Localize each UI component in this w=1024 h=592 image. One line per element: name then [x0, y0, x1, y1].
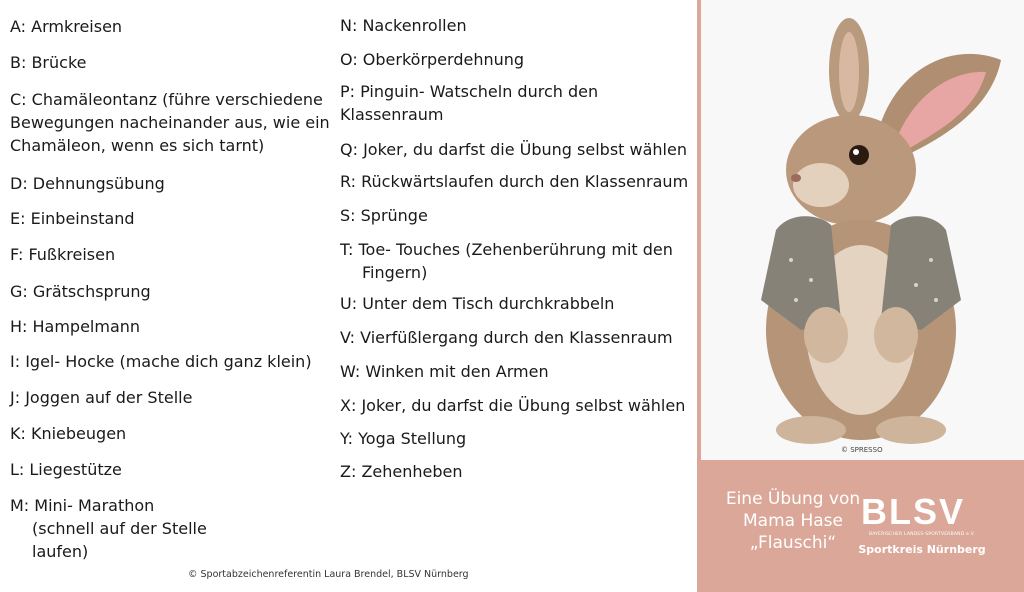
list-item — [10, 315, 140, 338]
list-item-line: T: Toe- Touches (Zehenberührung mit den — [340, 240, 673, 259]
list-item-line: O: Oberkörperdehnung — [340, 50, 525, 69]
panel-title-line: „Flauschi“ — [749, 533, 837, 553]
list-item — [340, 460, 463, 483]
list-item — [340, 48, 524, 71]
list-item — [10, 243, 115, 266]
list-item — [340, 394, 685, 417]
list-item — [10, 386, 192, 409]
logo-mark: BLSV — [861, 491, 966, 532]
list-item — [10, 207, 135, 230]
logo-subtitle: BAYERISCHER LANDES-SPORTVERBAND e.V. — [869, 532, 975, 537]
list-item — [10, 280, 151, 303]
list-item — [10, 494, 207, 563]
list-item-line: Fingern) — [362, 263, 428, 282]
list-item — [340, 80, 598, 126]
rabbit-illustration — [701, 0, 1024, 460]
list-item — [10, 422, 126, 445]
panel-title-line: Eine Übung von — [725, 489, 861, 509]
list-item — [340, 14, 467, 37]
list-item-line: Q: Joker, du darfst die Übung selbst wählen — [340, 140, 687, 159]
list-item-line: V: Vierfüßlergang durch den Klassenraum — [340, 328, 673, 347]
list-item — [340, 292, 614, 315]
list-item-line: B: Brücke — [10, 53, 87, 72]
image-credit: © SPRESSO — [841, 446, 883, 454]
list-item — [340, 238, 673, 284]
list-item-line: Klassenraum — [340, 105, 444, 124]
list-item — [340, 138, 687, 161]
logo-region: Sportkreis Nürnberg — [858, 543, 986, 556]
list-item-line: F: Fußkreisen — [10, 245, 116, 264]
list-item-line: Bewegungen nacheinander aus, wie ein — [10, 113, 330, 132]
list-item — [10, 458, 122, 481]
list-item — [340, 360, 549, 383]
list-item-line: A: Armkreisen — [10, 17, 123, 36]
list-item-line: D: Dehnungsübung — [10, 174, 165, 193]
blsv-logo — [857, 490, 997, 532]
list-item-line: M: Mini- Marathon — [10, 496, 155, 515]
list-item-line: P: Pinguin- Watscheln durch den — [340, 82, 599, 101]
list-item — [10, 350, 312, 373]
list-item — [340, 204, 428, 227]
footer-copyright: © Sportabzeichenreferentin Laura Brendel, BLSV Nürnberg — [188, 569, 469, 580]
panel-title-line: Mama Hase — [743, 511, 843, 531]
list-item — [10, 88, 330, 157]
list-item-line: U: Unter dem Tisch durchkrabbeln — [340, 294, 615, 313]
list-item — [10, 15, 122, 38]
list-item-line: C: Chamäleontanz (führe verschiedene — [10, 90, 323, 109]
list-item-line: I: Igel- Hocke (mache dich ganz klein) — [10, 352, 312, 371]
list-item-line: X: Joker, du darfst die Übung selbst wählen — [340, 396, 686, 415]
list-item-line: J: Joggen auf der Stelle — [10, 388, 193, 407]
list-item — [10, 172, 165, 195]
list-item — [340, 427, 466, 450]
list-item-line: laufen) — [32, 542, 89, 561]
list-item-line: N: Nackenrollen — [340, 16, 467, 35]
list-item-line: Y: Yoga Stellung — [340, 429, 467, 448]
panel-title — [713, 488, 873, 554]
rabbit-icon — [701, 0, 1024, 460]
list-item-line: L: Liegestütze — [10, 460, 122, 479]
list-item-line: R: Rückwärtslaufen durch den Klassenraum — [340, 172, 689, 191]
list-item-line: K: Kniebeugen — [10, 424, 127, 443]
list-item-line: Z: Zehenheben — [340, 462, 463, 481]
list-item-line: (schnell auf der Stelle — [32, 519, 207, 538]
list-item-line: S: Sprünge — [340, 206, 428, 225]
list-item-line: H: Hampelmann — [10, 317, 141, 336]
list-item — [340, 326, 673, 349]
list-item — [340, 170, 688, 193]
list-item-line: Chamäleon, wenn es sich tarnt) — [10, 136, 265, 155]
list-item-line: G: Grätschsprung — [10, 282, 151, 301]
side-panel — [697, 0, 1024, 592]
list-item-line: E: Einbeinstand — [10, 209, 135, 228]
list-item — [10, 51, 86, 74]
list-item-line: W: Winken mit den Armen — [340, 362, 549, 381]
